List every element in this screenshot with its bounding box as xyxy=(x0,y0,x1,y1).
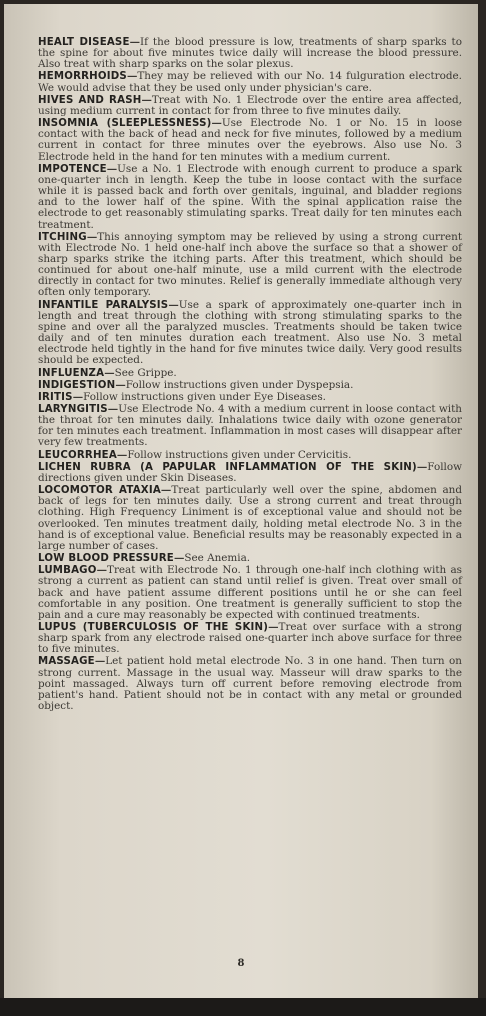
entry xyxy=(38,368,462,379)
entry-text: Treat particularly well over the spine, abdomen and back of legs for ten minutes daily. Use a strong current and treat through clothing. High Frequency Liniment is of exceptional value and should not be overlooked. Ten minutes treatment daily, holding metal electrode No. 3 in the hand is of exceptional value. Beneficial results may be reasonably expected in a large number of cases. xyxy=(38,484,462,552)
entry-heading: LEUCORRHEA xyxy=(38,449,117,461)
dash: — xyxy=(86,230,98,243)
dash: — xyxy=(107,403,119,415)
dash: — xyxy=(116,448,128,461)
entry xyxy=(38,485,462,552)
entry-heading: HEMORRHOIDS xyxy=(38,71,127,83)
entry-text: Follow directions given under Skin Diseases. xyxy=(38,460,462,484)
entry-text: This annoying symptom may be relieved by using a strong current with Electrode No. 1 held one-half inch above the surface so that a shower of sharp sparks strike the itching parts. After this treatment, which should be continued for about one-half minute, use a mild current with the electrode directly in contact for two minutes. Relief is generally immediate although very often only temporary. xyxy=(38,230,462,299)
entry xyxy=(38,164,462,231)
entry-text: Treat over surface with a strong sharp spark from any electrode raised one-quarter inch above surface for three to five minutes. xyxy=(38,620,462,656)
entry-text: See Anemia. xyxy=(184,552,251,565)
entry xyxy=(38,118,462,163)
entry xyxy=(38,565,462,621)
dash: — xyxy=(126,70,138,83)
dash: — xyxy=(104,366,115,379)
entry-text: Follow instructions given under Dyspepsia. xyxy=(125,378,354,391)
entry xyxy=(38,622,462,655)
dash: — xyxy=(416,460,428,473)
dash: — xyxy=(268,620,279,633)
entry-text: If the blood pressure is low, treatments of sharp sparks to the spine for about five minutes twice daily will increase the blood pressure. Also treat with sharp sparks on the solar plexus. xyxy=(38,36,462,71)
entry-heading: LUMBAGO xyxy=(38,565,97,577)
entry xyxy=(38,380,462,391)
entry-text: Let patient hold metal electrode No. 3 in one hand. Then turn on strong current. Massage in the usual way. Masseur will draw sparks to the point massaged. Always turn off current before removing electrode from patient's hand. Patient should not be in contact with any metal or grounded object. xyxy=(38,655,462,713)
entry xyxy=(38,392,462,403)
dash: — xyxy=(173,552,185,565)
entry-heading: IMPOTENCE xyxy=(38,163,107,175)
entry xyxy=(38,71,462,93)
entry xyxy=(38,232,462,299)
entries-list xyxy=(38,37,462,713)
entry-heading: HIVES AND RASH xyxy=(38,94,142,106)
entry xyxy=(38,95,462,117)
entry-text: They may be relieved with our No. 14 fulguration electrode. We would advise that they be used only under physician's care. xyxy=(38,70,462,94)
entry xyxy=(38,450,462,461)
entry-text: Use a No. 1 Electrode with enough current to produce a spark one-quarter inch in length. Keep the tube in loose contact with the surface while it is passed back and forth over genitals, inguinal, and bladder regions and to the lower half of the spine. With the spinal application raise the electrode to get reasonably stimulating sparks. Treat daily for ten minutes each treatment. xyxy=(38,162,462,231)
entry-heading: INDIGESTION xyxy=(38,379,116,391)
entry-text: Use Electrode No. 4 with a medium current in loose contact with the throat for ten minutes daily. Inhalations twice daily with ozone generator for ten minutes each treatment. Inflammation in most cases will disappear after very few treatments. xyxy=(38,403,462,449)
dash: — xyxy=(106,162,118,175)
dash: — xyxy=(168,298,179,311)
entry-heading: HEALT DISEASE xyxy=(38,37,130,48)
entry-heading: LOW BLOOD PRESSURE xyxy=(38,553,174,565)
page-edge-shadow xyxy=(0,998,486,1016)
entry-heading: ITCHING xyxy=(38,231,87,243)
entry-heading: MASSAGE xyxy=(38,656,95,668)
entry xyxy=(38,404,462,449)
entry-text: Use a spark of approximately one-quarter inch in length and treat through the clothing with strong stimulating sparks to the spine and over all the paralyzed muscles. Treatments should be taken twice daily and of ten minutes duration each treatment. Also use No. 3 metal electrode held tightly in the hand for five minutes twice daily. Very good results should be expected. xyxy=(38,298,462,367)
entry-heading: LUPUS (TUBERCULOSIS OF THE SKIN) xyxy=(38,621,269,633)
entry-heading: LOCOMOTOR ATAXIA xyxy=(38,485,161,497)
entry xyxy=(38,37,462,70)
entry-text: Treat with Electrode No. 1 through one-half inch clothing with as strong a current as patient can stand until relief is given. Treat over small of back and have patient assume different positions until he or she can feel comfortable in any position. One treatment is generally sufficient to stop the pain and a cure may reasonably be expected with continued treatments. xyxy=(38,564,462,621)
dash: — xyxy=(72,390,84,403)
page-number: 8 xyxy=(237,958,245,969)
dash: — xyxy=(141,93,152,106)
entry-heading: INSOMNIA (SLEEPLESSNESS) xyxy=(38,118,212,130)
entry xyxy=(38,300,462,367)
dash: — xyxy=(96,564,108,577)
entry-heading: IRITIS xyxy=(38,391,73,403)
entry xyxy=(38,462,462,484)
entry xyxy=(38,553,462,564)
dash: — xyxy=(94,655,106,668)
entry-heading: LICHEN RUBRA (A PAPULAR INFLAMMATION OF THE SKIN) xyxy=(38,461,417,473)
dash: — xyxy=(211,117,222,130)
entry-heading: INFLUENZA xyxy=(38,367,105,379)
entry-text: Follow instructions given under Eye Diseases. xyxy=(83,390,326,403)
entry-text: Use Electrode No. 1 or No. 15 in loose contact with the back of head and neck for five minutes, followed by a medium current in contact for three minutes over the eyebrows. Also use No. 3 Electrode held in the hand for ten minutes with a medium current. xyxy=(38,117,462,163)
entry-text: See Grippe. xyxy=(114,366,177,379)
dash: — xyxy=(129,36,141,48)
document-page xyxy=(4,4,478,998)
entry xyxy=(38,656,462,712)
entry-text: Treat with No. 1 Electrode over the entire area affected, using medium current in contact for from three to five minutes daily. xyxy=(38,93,462,117)
entry-heading: LARYNGITIS xyxy=(38,404,108,415)
dash: — xyxy=(115,378,126,391)
entry-text: Follow instructions given under Cervicitis. xyxy=(127,448,352,461)
dash: — xyxy=(160,484,172,497)
entry-heading: INFANTILE PARALYSIS xyxy=(38,299,169,311)
